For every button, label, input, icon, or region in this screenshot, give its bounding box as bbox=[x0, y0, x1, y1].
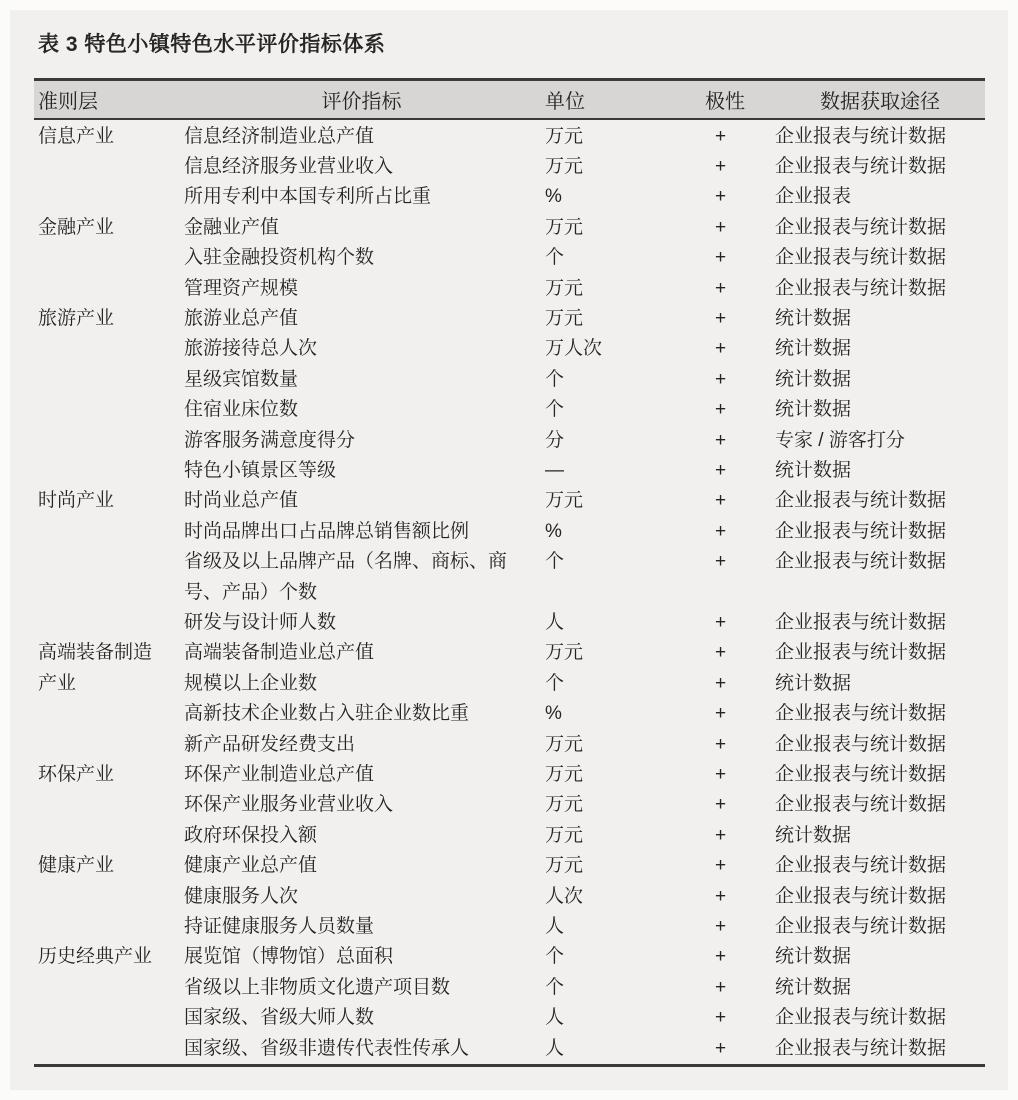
source-cell: 统计数据 bbox=[775, 672, 852, 694]
polarity-cell: + bbox=[715, 429, 727, 451]
indicator-cell: 信息经济服务业营业收入 bbox=[184, 155, 394, 177]
polarity-cell: + bbox=[715, 368, 727, 390]
unit-cell: 人 bbox=[545, 1037, 565, 1059]
category-cell: 金融产业 bbox=[38, 216, 115, 238]
header-row bbox=[34, 80, 985, 119]
source-cell: 统计数据 bbox=[775, 459, 852, 481]
polarity-cell: + bbox=[715, 916, 727, 938]
table-row bbox=[34, 119, 985, 152]
indicator-cell: 健康产业总产值 bbox=[184, 855, 318, 877]
polarity-cell: + bbox=[715, 155, 727, 177]
source-cell: 企业报表与统计数据 bbox=[775, 1037, 947, 1059]
polarity-cell: + bbox=[715, 612, 727, 633]
unit-cell: 万元 bbox=[545, 855, 584, 877]
source-cell: 企业报表与统计数据 bbox=[775, 247, 947, 269]
category-cell: 高端装备制造产业 bbox=[38, 642, 153, 694]
column-header-data-source: 数据获取途径 bbox=[820, 90, 940, 113]
source-cell: 统计数据 bbox=[775, 399, 852, 421]
polarity-cell: + bbox=[715, 672, 727, 694]
source-cell: 企业报表与统计数据 bbox=[775, 155, 947, 177]
indicator-cell: 高端装备制造业总产值 bbox=[184, 642, 375, 664]
indicator-cell: 国家级、省级非遗传代表性传承人 bbox=[184, 1037, 470, 1059]
unit-cell: 人 bbox=[545, 612, 565, 633]
indicator-table-body bbox=[34, 119, 985, 1066]
category-cell: 历史经典产业 bbox=[38, 946, 153, 968]
source-cell: 企业报表与统计数据 bbox=[775, 642, 947, 664]
polarity-cell: + bbox=[715, 824, 727, 846]
unit-cell: 万元 bbox=[545, 125, 584, 147]
indicator-cell: 时尚业总产值 bbox=[184, 490, 299, 512]
source-cell: 统计数据 bbox=[775, 946, 852, 968]
source-cell: 企业报表与统计数据 bbox=[775, 733, 947, 755]
polarity-cell: + bbox=[715, 733, 727, 755]
unit-cell: 万元 bbox=[545, 642, 584, 664]
category-cell: 环保产业 bbox=[38, 764, 115, 786]
indicator-cell: 持证健康服务人员数量 bbox=[184, 916, 375, 938]
unit-cell: 分 bbox=[545, 429, 565, 451]
indicator-cell: 研发与设计师人数 bbox=[184, 612, 337, 633]
polarity-cell: + bbox=[715, 216, 727, 238]
source-cell: 专家 / 游客打分 bbox=[775, 429, 905, 451]
source-cell: 企业报表与统计数据 bbox=[775, 794, 947, 816]
table-row bbox=[34, 760, 985, 790]
source-cell: 统计数据 bbox=[775, 976, 852, 998]
unit-cell: 个 bbox=[545, 976, 565, 998]
source-cell: 统计数据 bbox=[775, 307, 852, 329]
source-cell: 企业报表与统计数据 bbox=[775, 885, 947, 907]
unit-cell: 个 bbox=[545, 368, 565, 390]
table-row bbox=[34, 638, 985, 668]
source-cell: 企业报表与统计数据 bbox=[775, 125, 947, 147]
category-cell: 时尚产业 bbox=[38, 490, 115, 512]
unit-cell: 万元 bbox=[545, 733, 584, 755]
unit-cell: 个 bbox=[545, 551, 565, 573]
indicator-table bbox=[34, 78, 985, 1067]
table-row bbox=[34, 851, 985, 881]
indicator-cell: 省级以上非物质文化遗产项目数 bbox=[184, 976, 451, 998]
column-header-criterion-layer: 准则层 bbox=[38, 90, 98, 113]
unit-cell: 万元 bbox=[545, 216, 584, 238]
source-cell: 企业报表与统计数据 bbox=[775, 612, 947, 633]
table-row bbox=[34, 486, 985, 516]
category-cell: 健康产业 bbox=[38, 855, 115, 877]
unit-cell: % bbox=[545, 186, 562, 208]
source-cell: 企业报表与统计数据 bbox=[775, 764, 947, 786]
category-cell: 信息产业 bbox=[38, 125, 115, 147]
source-cell: 企业报表与统计数据 bbox=[775, 551, 947, 573]
polarity-cell: + bbox=[715, 1037, 727, 1059]
table-title: 表 3 特色小镇特色水平评价指标体系 bbox=[38, 33, 386, 56]
unit-cell: 人 bbox=[545, 916, 565, 938]
indicator-cell: 游客服务满意度得分 bbox=[184, 429, 356, 451]
indicator-cell: 所用专利中本国专利所占比重 bbox=[184, 186, 432, 208]
indicator-cell: 省级及以上品牌产品（名牌、商标、商号、产品）个数 bbox=[184, 551, 508, 603]
source-cell: 统计数据 bbox=[775, 824, 852, 846]
indicator-cell: 旅游接待总人次 bbox=[184, 338, 318, 360]
source-cell: 企业报表与统计数据 bbox=[775, 277, 947, 299]
unit-cell: 万元 bbox=[545, 490, 584, 512]
polarity-cell: + bbox=[715, 399, 727, 421]
unit-cell: % bbox=[545, 520, 562, 542]
polarity-cell: + bbox=[715, 764, 727, 786]
indicator-cell: 管理资产规模 bbox=[184, 277, 299, 299]
indicator-cell: 住宿业床位数 bbox=[184, 399, 299, 421]
indicator-cell: 健康服务人次 bbox=[184, 885, 299, 907]
polarity-cell: + bbox=[715, 125, 727, 147]
source-cell: 企业报表与统计数据 bbox=[775, 855, 947, 877]
polarity-cell: + bbox=[715, 186, 727, 208]
polarity-cell: + bbox=[715, 855, 727, 877]
polarity-cell: + bbox=[715, 946, 727, 968]
unit-cell: 万元 bbox=[545, 307, 584, 329]
polarity-cell: + bbox=[715, 338, 727, 360]
unit-cell: 个 bbox=[545, 247, 565, 269]
indicator-cell: 入驻金融投资机构个数 bbox=[184, 247, 375, 269]
unit-cell: 万元 bbox=[545, 764, 584, 786]
unit-cell: 人次 bbox=[545, 885, 584, 907]
source-cell: 企业报表 bbox=[775, 186, 852, 208]
unit-cell: — bbox=[545, 459, 564, 481]
indicator-cell: 信息经济制造业总产值 bbox=[184, 125, 375, 147]
unit-cell: 万元 bbox=[545, 824, 584, 846]
source-cell: 企业报表与统计数据 bbox=[775, 216, 947, 238]
source-cell: 企业报表与统计数据 bbox=[775, 520, 947, 542]
polarity-cell: + bbox=[715, 642, 727, 664]
polarity-cell: + bbox=[715, 459, 727, 481]
unit-cell: 个 bbox=[545, 946, 565, 968]
column-header-unit: 单位 bbox=[545, 90, 585, 113]
polarity-cell: + bbox=[715, 885, 727, 907]
indicator-cell: 时尚品牌出口占品牌总销售额比例 bbox=[184, 520, 470, 542]
unit-cell: % bbox=[545, 703, 562, 725]
polarity-cell: + bbox=[715, 247, 727, 269]
indicator-cell: 政府环保投入额 bbox=[184, 824, 318, 846]
unit-cell: 个 bbox=[545, 672, 565, 694]
polarity-cell: + bbox=[715, 703, 727, 725]
table-row bbox=[34, 213, 985, 243]
polarity-cell: + bbox=[715, 277, 727, 299]
source-cell: 企业报表与统计数据 bbox=[775, 490, 947, 512]
category-cell: 旅游产业 bbox=[38, 307, 115, 329]
indicator-cell: 特色小镇景区等级 bbox=[184, 459, 337, 481]
polarity-cell: + bbox=[715, 1007, 727, 1029]
unit-cell: 个 bbox=[545, 399, 565, 421]
polarity-cell: + bbox=[715, 551, 727, 573]
unit-cell: 万人次 bbox=[545, 338, 603, 360]
source-cell: 企业报表与统计数据 bbox=[775, 916, 947, 938]
indicator-cell: 旅游业总产值 bbox=[184, 307, 299, 329]
source-cell: 统计数据 bbox=[775, 368, 852, 390]
polarity-cell: + bbox=[715, 490, 727, 512]
polarity-cell: + bbox=[715, 794, 727, 816]
column-header-indicator: 评价指标 bbox=[321, 90, 402, 113]
unit-cell: 万元 bbox=[545, 794, 584, 816]
indicator-cell: 环保产业制造业总产值 bbox=[184, 764, 375, 786]
unit-cell: 人 bbox=[545, 1007, 565, 1029]
polarity-cell: + bbox=[715, 520, 727, 542]
indicator-cell: 星级宾馆数量 bbox=[184, 368, 299, 390]
source-cell: 企业报表与统计数据 bbox=[775, 1007, 947, 1029]
source-cell: 企业报表与统计数据 bbox=[775, 703, 947, 725]
column-header-polarity: 极性 bbox=[705, 90, 745, 113]
indicator-cell: 国家级、省级大师人数 bbox=[184, 1007, 375, 1029]
unit-cell: 万元 bbox=[545, 155, 584, 177]
indicator-cell: 环保产业服务业营业收入 bbox=[184, 794, 394, 816]
indicator-cell: 规模以上企业数 bbox=[184, 672, 318, 694]
source-cell: 统计数据 bbox=[775, 338, 852, 360]
indicator-cell: 高新技术企业数占入驻企业数比重 bbox=[184, 703, 470, 725]
polarity-cell: + bbox=[715, 307, 727, 329]
unit-cell: 万元 bbox=[545, 277, 584, 299]
indicator-cell: 金融业产值 bbox=[184, 216, 280, 238]
table-row bbox=[34, 942, 985, 972]
polarity-cell: + bbox=[715, 976, 727, 998]
table-row bbox=[34, 304, 985, 334]
indicator-cell: 展览馆（博物馆）总面积 bbox=[184, 946, 394, 968]
indicator-cell: 新产品研发经费支出 bbox=[184, 733, 356, 755]
